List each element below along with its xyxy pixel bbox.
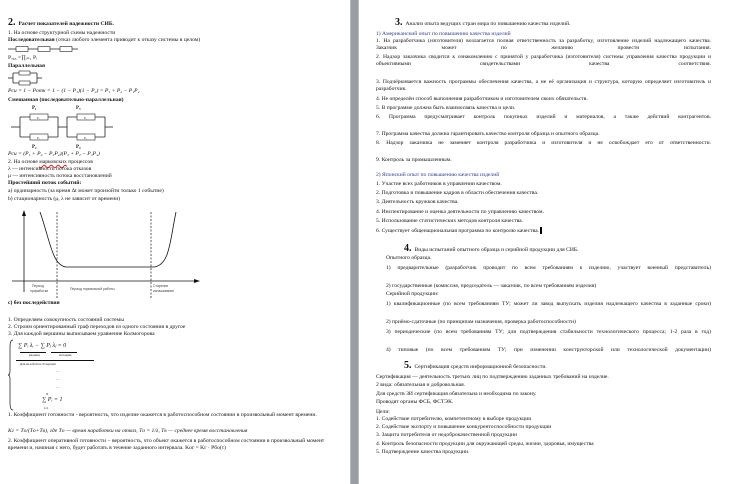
step-2: 2. Строим ориентированный граф переходов из одного состояния в другое — [8, 324, 186, 330]
normalization-equation: ∑ Pᵢ = 1 — [42, 397, 63, 403]
prototype-item-1: 1) предварительные (разработчик проводит по всем требованиям к изделию, участвует военный представитель) — [386, 265, 711, 271]
svg-text:Период: Период — [32, 284, 44, 288]
american-item-4: 4. Не определён способ выполнения разработчиком и изготовителем своих обязательств. — [376, 96, 588, 102]
goal-item-5: 5. Подтверждение качества продукции. — [376, 449, 470, 455]
kolmogorov-equation: ∑ Pᵢ λᵢ − ∑ Pⱼ λⱼ = 0 — [18, 343, 67, 349]
text-line: c) без последействия — [8, 300, 60, 306]
american-item-2: 2. Надзор заказчика сводится к ознакомлению с принятой у разработчика (изготовителя) системы управления качества продукции и объективными свидетельствами качества соответствия. — [376, 54, 711, 67]
american-item-3: 3. Подчёркивается важность программы обеспечения качества, а не её организация и структура, которую определяет изготовитель и разработчик. — [376, 79, 711, 92]
cert-line-2: 2 вида: обязательная и добровольная. — [376, 382, 466, 388]
cert-line-4: Проводят органы ФСБ, ФСТЭК. — [376, 399, 454, 405]
mu-line: μ — интенсивность потока восстановлений — [8, 173, 112, 179]
japanese-experience-heading: 2) Японский опыт по повышению качества изделий — [376, 172, 500, 178]
goal-item-1: 1. Содействие потребителю, компетентному в выборе продукции — [376, 416, 532, 422]
american-item-9: 9. Контроль за промышленным. — [376, 157, 452, 163]
serial-production-label: Серийной продукции: — [386, 291, 439, 297]
american-item-5: 5. В программе должна быть взаимосвязь качества и цели. — [376, 105, 516, 111]
japanese-item-2: 2. Подготовка и повышение кадров в области обеспечения качества. — [376, 190, 539, 196]
svg-text:изнашивание: изнашивание — [153, 289, 175, 293]
serial-item-4: 4) типовые (по всем требованиям ТУ; при изменении конструкторской или технологической документации) — [386, 347, 711, 353]
mixed-heading: Смешанная (последовательно-параллельная) — [8, 97, 124, 103]
goal-item-2: 2. Содействие экспорту и повышение конкурентоспособности продукции — [376, 424, 552, 430]
serial-item-1: 1) квалификационные (по всем требованиям ТУ; может ли завод выпускать изделия надлежащего качества в заданные сроки) — [386, 301, 711, 307]
spellcheck-word: марковских — [39, 159, 67, 165]
svg-text:P₃: P₃ — [84, 116, 88, 120]
section-heading-5: 5. Сертификация средств информационной безопасности. — [404, 360, 547, 371]
svg-text:P₁: P₁ — [37, 116, 41, 120]
prototype-label: Опытного образца. — [386, 255, 432, 261]
japanese-item-1: 1. Участие всех работников в управлении качеством. — [376, 181, 502, 187]
svg-text:P₃: P₃ — [84, 136, 88, 140]
label-p3: P₃ — [76, 106, 81, 111]
operational-availability: 2. Коэффициент оперативной готовности − вероятность, что объект окажется в работоспособном состоянии в произвольный момент времени и, начиная с него, будет работать в течение заданного интервала. Kог = Kг · Pбо(τ) — [8, 438, 325, 451]
american-item-6: 6. Программа предусматривает контроль покупных изделий и материалов, а также действий контрагентов. — [376, 114, 711, 120]
availability-formula: Kг = Tо/(Tо+Tв), где Tо — время наработки на отказ, Tо = 1/λ, Tв — среднее время восстановления — [8, 428, 248, 434]
parallel-heading: Параллельная — [8, 63, 46, 69]
japanese-item-6: 6. Существует общенациональная программа по контролю качества. — [376, 227, 542, 235]
serial-formula: Pₒ₆₃ =∏ᵢ₌₁ Pᵢ — [8, 55, 38, 61]
lambda-line: λ — интенсивность потока отказов — [8, 166, 92, 172]
parallel-scheme-diagram — [8, 70, 42, 86]
american-item-8: 8. Надзор заказчика не заменяет контроля разработчика и изготовителя и не освобождает его от ответственности. — [376, 140, 711, 146]
text-cursor — [540, 227, 542, 234]
goal-item-3: 3. Защита потребителя от недоброкачественной продукции — [376, 432, 517, 438]
goal-item-4: 4. Контроль безопасности продукции для окружающей среды, жизни, здоровья, имущества — [376, 441, 594, 447]
serial-heading: Последовательная (отказ любого элемента приводит к отказу системы в целом) — [8, 37, 201, 43]
section-heading-2: 2. Расчет показателей надежности СИБ. — [8, 17, 114, 28]
kolmogorov-system: ∑ Pᵢ λᵢ − ∑ Pⱼ λⱼ = 0 входящ исходящ Для каждой из N вершин ... ... ... N ∑ Pᵢ = 1 i=1 — [8, 339, 118, 411]
svg-text:Старение: Старение — [153, 284, 169, 288]
step-1: 1. Определяем совокупность состояний системы — [8, 317, 124, 323]
document-page-left — [0, 0, 350, 484]
text-line: a) ординарность (за время Δt может произойти только 1 событие) — [8, 188, 164, 194]
american-experience-heading: 1) Американский опыт по повышению качества изделий — [376, 31, 511, 37]
goals-label: Цели: — [376, 409, 390, 415]
cert-line-1: Сертификация — деятельность третьих лиц по подтверждению заданных требований на изделие. — [376, 374, 609, 380]
text-line: 2. На основе марковских процессов — [8, 159, 93, 165]
serial-scheme-diagram — [8, 45, 78, 53]
serial-item-2: 2) приёмо-сдаточные (по принципам назначения, проверка работоспособности) — [386, 319, 576, 325]
american-item-7: 7. Программа качества должна гарантировать качество контроля образца и опытного образца. — [376, 131, 600, 137]
label-p4: P₄ — [76, 145, 81, 150]
japanese-item-3: 3. Деятельность кружков качества. — [376, 199, 459, 205]
text-line: 1. На основе структурной схемы надежности — [8, 30, 116, 36]
label-p1: P₁ — [32, 106, 37, 111]
svg-text:Период нормальной работы: Период нормальной работы — [70, 287, 115, 291]
japanese-item-4: 4. Инспектирование и оценка деятельности по управлению качеством. — [376, 209, 544, 215]
availability-coefficient: 1. Коэффициент готовности - вероятность, что изделие окажется в работоспособном состоянии в произвольный момент времени. — [8, 412, 317, 418]
mixed-scheme-diagram — [8, 104, 113, 150]
document-page-right — [359, 0, 737, 484]
step-3: 3. Для каждой вершины выписываем уравнение Колмогорова — [8, 331, 155, 337]
svg-text:P₁: P₁ — [37, 136, 41, 140]
japanese-item-5: 5. Использование статистических методов контроля качества. — [376, 218, 524, 224]
prototype-item-2: 2) государственные (комиссия, председатель — заказчик, по всем требованиям изделия) — [386, 283, 597, 289]
page-divider — [350, 0, 359, 484]
serial-item-3: 3) периодические (по всем требованиям ТУ; для подтверждения стабильности технологического процесса; 1-2 раза в год) — [386, 329, 711, 335]
mixed-formula: Pси = (P₁ + P₂ − P₁P₂)(P₃ + P₄ − P₃P₄) — [8, 151, 100, 157]
cert-line-3: Для средств ЗИ сертификация обязательна и необходима по закону. — [376, 391, 537, 397]
section-heading-3: 3. Анализ опыта ведущих стран мира по повышению качества изделий. — [395, 17, 571, 28]
svg-text:приработки: приработки — [30, 289, 49, 293]
simplest-flow-heading: Простейший поток событий: — [8, 180, 82, 186]
label-p2: P₂ — [32, 145, 37, 150]
parallel-formula: Pси = 1 − Pотк = 1 − (1 − P₁)(1 − P₂) = P₁ + P₂ − P₁P₂ — [8, 88, 140, 94]
american-item-1: 1. На разработчика (изготовителя) возлагается полная ответственность за разработку, изготовление изделий надлежащего качества. Заказчик может по желанию провести испытания. — [376, 38, 711, 51]
bathtub-curve-chart — [10, 210, 200, 298]
section-heading-4: 4. Виды испытаний опытного образца и серийной продукции для СИБ. — [404, 243, 579, 254]
text-line: b) стационарность (μ, λ не зависит от времени) — [8, 196, 121, 202]
